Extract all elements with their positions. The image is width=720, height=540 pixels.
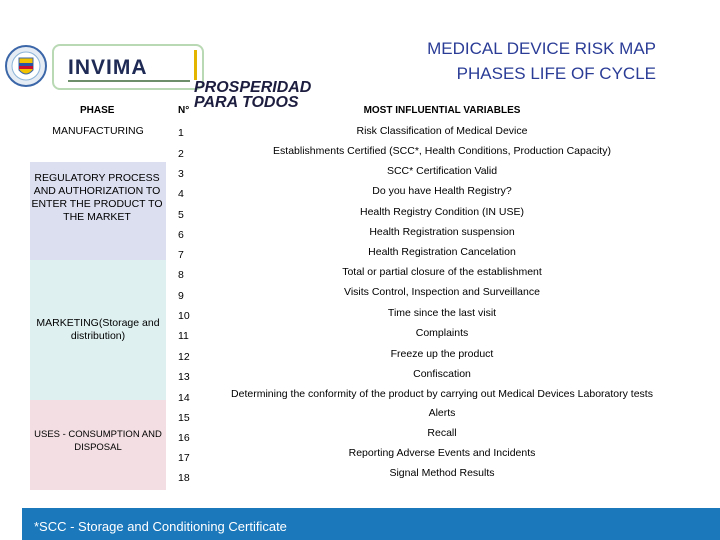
row-number: 2: [178, 148, 184, 160]
row-number: 17: [178, 452, 190, 464]
row-number: 3: [178, 168, 184, 180]
header-number: N°: [178, 105, 190, 116]
row-variable: Determining the conformity of the product by carrying out Medical Devices Laboratory tests: [231, 388, 653, 400]
header-variables: MOST INFLUENTIAL VARIABLES: [363, 105, 521, 116]
row-variable: Confiscation: [413, 368, 471, 380]
row-variable: Health Registration Cancelation: [368, 246, 516, 258]
phase-label: MANUFACTURING: [52, 125, 144, 137]
title-line-1: MEDICAL DEVICE RISK MAP: [427, 39, 656, 58]
invima-logo-underline: [68, 80, 190, 82]
row-variable: Alerts: [428, 407, 456, 419]
row-number: 10: [178, 310, 190, 322]
phase-uses: [30, 400, 166, 490]
invima-logo: [52, 44, 204, 90]
row-number: 1: [178, 127, 184, 139]
row-number: 16: [178, 432, 190, 444]
row-variable: Time since the last visit: [387, 307, 497, 319]
row-number: 12: [178, 351, 190, 363]
row-variable: Visits Control, Inspection and Surveillance: [344, 286, 540, 298]
row-number: 8: [178, 269, 184, 281]
row-number: 5: [178, 209, 184, 221]
phase-label: MARKETING(Storage and distribution): [36, 317, 160, 342]
row-variable: Do you have Health Registry?: [372, 185, 512, 197]
row-number: 11: [178, 330, 189, 342]
row-variable: Freeze up the product: [390, 348, 494, 360]
row-variable: Establishments Certified (SCC*, Health Conditions, Production Capacity): [273, 145, 611, 157]
colombia-coat-of-arms-logo: [4, 42, 48, 92]
page-title: [427, 36, 656, 86]
row-variable: Health Registration suspension: [369, 226, 515, 238]
invima-logo-text: INVIMA: [68, 56, 148, 79]
row-variable: Total or partial closure of the establishment: [342, 266, 542, 278]
footer-bar: [22, 508, 720, 540]
phase-marketing: [30, 260, 166, 400]
phase-label: USES - CONSUMPTION AND DISPOSAL: [34, 429, 162, 453]
row-number: 7: [178, 249, 184, 261]
title-line-2: PHASES LIFE OF CYCLE: [456, 64, 656, 83]
row-variable: SCC* Certification Valid: [386, 165, 498, 177]
header-phase: PHASE: [80, 105, 115, 116]
row-variable: Health Registry Condition (IN USE): [360, 206, 524, 218]
row-number: 9: [178, 290, 184, 302]
row-variable: Complaints: [415, 327, 469, 339]
prosperidad-color-bar: [194, 50, 197, 80]
footer-note: *SCC - Storage and Conditioning Certificate: [34, 519, 287, 534]
prosperidad-logo: [194, 50, 314, 110]
row-number: 6: [178, 229, 184, 241]
row-variable: Reporting Adverse Events and Incidents: [348, 447, 536, 459]
row-variable: Recall: [427, 427, 457, 439]
row-number: 13: [178, 371, 190, 383]
row-variable: Signal Method Results: [389, 467, 495, 479]
row-number: 18: [178, 472, 190, 484]
phase-manufacturing: [30, 120, 166, 142]
phase-regulatory: [30, 162, 166, 260]
row-variable: Risk Classification of Medical Device: [356, 125, 528, 137]
prosperidad-line2: PARA TODOS: [194, 94, 299, 111]
row-number: 4: [178, 188, 184, 200]
prosperidad-line1: PROSPERIDAD: [194, 79, 312, 96]
row-number: 14: [178, 392, 190, 404]
phase-label: REGULATORY PROCESS AND AUTHORIZATION TO ENTER THE PRODUCT TO THE MARKET: [31, 172, 163, 223]
row-number: 15: [178, 412, 190, 424]
